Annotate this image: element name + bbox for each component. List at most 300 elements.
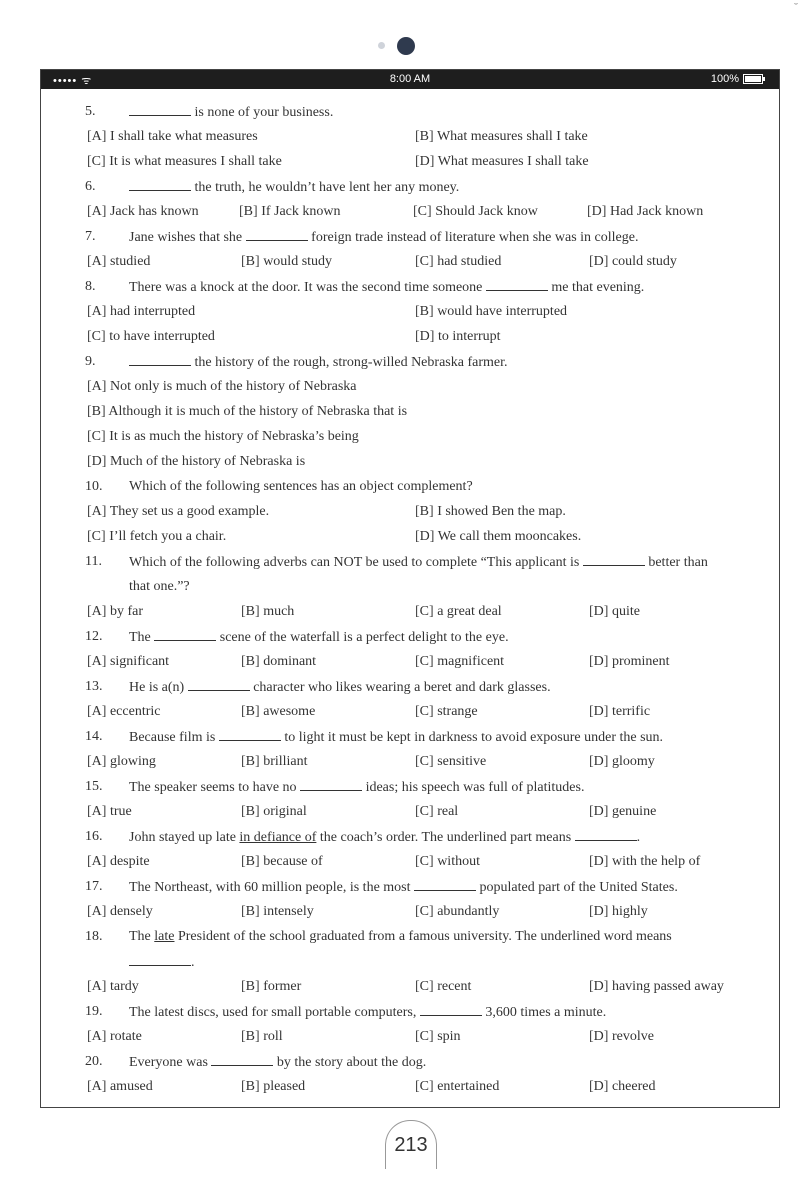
status-bar (41, 70, 779, 89)
question-number: 12. (85, 629, 103, 644)
option-letter: [ (415, 329, 420, 344)
option-letter-label: D (419, 529, 430, 544)
underlined-phrase: in defiance of (239, 830, 317, 845)
option-letter: [ (415, 754, 420, 769)
answer-blank[interactable] (414, 878, 476, 891)
option-text: I’ll fetch you a chair. (109, 529, 227, 544)
answer-option-c[interactable] (415, 853, 480, 871)
option-bracket: ] (429, 754, 438, 769)
option-letter-label: C (419, 704, 430, 719)
option-letter-label: B (245, 604, 256, 619)
answer-option-b[interactable] (87, 403, 407, 421)
answer-option-d[interactable] (589, 1078, 656, 1096)
page-number (383, 1120, 439, 1170)
option-text: It is as much the history of Nebraska’s being (109, 429, 359, 444)
option-letter-label: B (419, 129, 430, 144)
answer-option-d[interactable] (589, 1028, 654, 1046)
option-letter-label: D (593, 1079, 604, 1094)
option-text: Should Jack know (435, 204, 538, 219)
answer-option-b[interactable] (241, 1028, 283, 1046)
question-number: 20. (85, 1054, 103, 1069)
question-text (129, 1053, 426, 1072)
answer-option-a[interactable] (87, 703, 160, 721)
stem-after-blank: populated part of the United States. (476, 880, 678, 895)
option-bracket: ] (101, 329, 110, 344)
answer-blank[interactable] (129, 103, 191, 116)
answer-option-b[interactable] (241, 253, 332, 271)
option-text: terrific (611, 704, 651, 719)
stem-after-blank: character who likes wearing a beret and dark glasses. (249, 680, 551, 695)
option-letter: [ (87, 854, 92, 869)
stem-after-blank: to light it must be kept in darkness to avoid exposure under the sun. (280, 730, 664, 745)
answer-option-b[interactable] (241, 653, 316, 671)
answer-option-a[interactable] (87, 503, 269, 521)
option-letter-label: B (245, 904, 256, 919)
answer-blank[interactable] (154, 628, 216, 641)
question-text (129, 953, 195, 972)
option-letter: [ (87, 979, 92, 994)
option-letter: [ (241, 979, 246, 994)
answer-option-c[interactable] (87, 328, 215, 346)
question-number: 6. (85, 179, 96, 194)
question-text (129, 678, 551, 697)
option-bracket: ] (101, 654, 110, 669)
answer-option-a[interactable] (87, 1028, 142, 1046)
option-text: amused (109, 1079, 153, 1094)
stem-before-blank: He is a(n) (129, 680, 188, 695)
option-text: Much of the history of Nebraska is (109, 454, 306, 469)
answer-option-b[interactable] (241, 803, 307, 821)
answer-option-d[interactable] (589, 978, 724, 996)
stem-before-blank: Everyone was (129, 1055, 212, 1070)
option-letter: [ (415, 604, 420, 619)
option-letter: [ (87, 154, 92, 169)
option-text: revolve (611, 1029, 654, 1044)
stem-before-blank: The Northeast, with 60 million people, is the most (129, 880, 415, 895)
answer-option-c[interactable] (413, 203, 538, 221)
option-letter: [ (241, 804, 246, 819)
option-letter: [ (87, 754, 92, 769)
answer-option-a[interactable] (87, 128, 258, 146)
answer-option-d[interactable] (589, 803, 656, 821)
option-text: They set us a good example. (109, 504, 270, 519)
option-letter: [ (239, 204, 244, 219)
option-bracket: ] (429, 529, 438, 544)
answer-option-d[interactable] (589, 903, 648, 921)
option-text: tardy (109, 979, 139, 994)
answer-blank[interactable] (129, 178, 191, 191)
option-letter: [ (589, 1079, 594, 1094)
option-bracket: ] (429, 304, 438, 319)
option-letter: [ (241, 854, 246, 869)
option-bracket: ] (101, 529, 110, 544)
question-number: 8. (85, 279, 96, 294)
option-text: I shall take what measures (109, 129, 258, 144)
stem-before-blank: Because film is (129, 730, 219, 745)
option-letter-label: B (419, 304, 430, 319)
option-letter-label: A (91, 904, 102, 919)
option-letter: [ (87, 454, 92, 469)
option-letter-label: A (91, 1029, 102, 1044)
option-letter-label: A (91, 654, 102, 669)
option-text: What measures I shall take (437, 154, 589, 169)
option-text: brilliant (263, 754, 308, 769)
option-bracket: ] (603, 254, 612, 269)
answer-blank[interactable] (420, 1003, 482, 1016)
answer-blank[interactable] (300, 778, 362, 791)
answer-option-d[interactable] (415, 153, 589, 171)
answer-option-b[interactable] (241, 703, 315, 721)
question-text (129, 1003, 606, 1022)
answer-option-b[interactable] (415, 303, 567, 321)
answer-blank[interactable] (486, 278, 548, 291)
answer-option-b[interactable] (241, 978, 301, 996)
answer-option-b[interactable] (241, 753, 308, 771)
stem-after-blank: the history of the rough, strong-willed Nebraska farmer. (191, 355, 508, 370)
option-letter-label: A (91, 304, 102, 319)
answer-option-c[interactable] (415, 753, 486, 771)
option-letter: [ (415, 979, 420, 994)
option-bracket: ] (101, 854, 110, 869)
question-text (129, 878, 678, 897)
answer-option-c[interactable] (415, 1078, 499, 1096)
answer-blank[interactable] (211, 1053, 273, 1066)
answer-option-c[interactable] (87, 428, 359, 446)
option-letter-label: C (91, 429, 102, 444)
option-text: Not only is much of the history of Nebraska (109, 379, 357, 394)
question-number: 13. (85, 679, 103, 694)
option-text: It is what measures I shall take (109, 154, 282, 169)
option-text: true (109, 804, 132, 819)
stem-before-blank: The speaker seems to have no (129, 780, 301, 795)
option-bracket: ] (101, 804, 110, 819)
option-text: genuine (611, 804, 657, 819)
option-bracket: ] (101, 454, 110, 469)
stem-after-blank: scene of the waterfall is a perfect delight to the eye. (216, 630, 509, 645)
answer-option-b[interactable] (241, 603, 294, 621)
question-number: 19. (85, 1004, 103, 1019)
answer-option-d[interactable] (587, 203, 703, 221)
stem-before-blank: John stayed up late (129, 830, 240, 845)
option-text: glowing (109, 754, 156, 769)
option-letter: [ (87, 504, 92, 519)
option-letter: [ (589, 754, 594, 769)
question-text (129, 553, 708, 572)
option-letter-label: B (243, 204, 254, 219)
option-letter: [ (87, 329, 92, 344)
answer-option-c[interactable] (415, 1028, 461, 1046)
option-text: strange (437, 704, 478, 719)
option-letter-label: C (419, 1029, 430, 1044)
option-letter: [ (87, 429, 92, 444)
device-screen (40, 69, 780, 1108)
stem-after-blank: by the story about the dog. (273, 1055, 427, 1070)
option-bracket: ] (255, 754, 264, 769)
option-letter-label: B (245, 979, 256, 994)
option-text: intensely (263, 904, 314, 919)
question-number: 7. (85, 229, 96, 244)
question-number: 5. (85, 104, 96, 119)
option-letter-label: C (419, 1079, 430, 1094)
option-letter-label: B (91, 404, 102, 419)
question-text (129, 178, 459, 197)
option-letter: [ (241, 1029, 246, 1044)
answer-option-c[interactable] (87, 153, 282, 171)
option-letter: [ (415, 304, 420, 319)
answer-option-a[interactable] (87, 653, 169, 671)
option-letter-label: A (91, 754, 102, 769)
option-text: Jack has known (109, 204, 199, 219)
option-letter-label: B (245, 254, 256, 269)
stem-before-blank: Jane wishes that she (129, 230, 246, 245)
option-letter: [ (589, 654, 594, 669)
answer-option-d[interactable] (589, 853, 700, 871)
option-bracket: ] (101, 1029, 110, 1044)
stem-before-blank: There was a knock at the door. It was the second time someone (129, 280, 486, 295)
answer-blank[interactable] (583, 553, 645, 566)
option-letter-label: A (91, 854, 102, 869)
answer-option-d[interactable] (415, 528, 581, 546)
option-bracket: ] (603, 754, 612, 769)
answer-blank[interactable] (188, 678, 250, 691)
stem-after-blank: ideas; his speech was full of platitudes. (362, 780, 585, 795)
option-letter-label: B (245, 854, 256, 869)
option-text: sensitive (437, 754, 487, 769)
option-text: to interrupt (437, 329, 501, 344)
answer-option-b[interactable] (241, 853, 323, 871)
option-text: magnificent (437, 654, 505, 669)
answer-blank[interactable] (129, 353, 191, 366)
answer-option-d[interactable] (87, 453, 305, 471)
option-letter: [ (589, 904, 594, 919)
option-letter: [ (87, 304, 92, 319)
option-letter: [ (241, 604, 246, 619)
answer-option-d[interactable] (589, 703, 650, 721)
answer-blank[interactable] (129, 953, 191, 966)
option-bracket: ] (603, 904, 612, 919)
option-text: with the help of (611, 854, 701, 869)
option-letter: [ (415, 654, 420, 669)
option-letter-label: C (419, 904, 430, 919)
option-letter-label: D (591, 204, 602, 219)
option-bracket: ] (101, 979, 110, 994)
stem-continued-text: . (191, 955, 195, 970)
option-letter-label: C (91, 529, 102, 544)
option-letter: [ (87, 904, 92, 919)
page-number-label: 213 (394, 1134, 428, 1156)
option-bracket: ] (101, 904, 110, 919)
option-text: to have interrupted (109, 329, 215, 344)
option-letter-label: B (245, 1029, 256, 1044)
option-text: because of (263, 854, 323, 869)
answer-option-b[interactable] (415, 503, 566, 521)
question-number: 17. (85, 879, 103, 894)
stem-before-blank: The latest discs, used for small portable computers, (129, 1005, 420, 1020)
option-letter: [ (87, 804, 92, 819)
option-bracket: ] (255, 254, 264, 269)
answer-option-c[interactable] (415, 903, 499, 921)
camera-dot (397, 37, 415, 55)
option-letter-label: C (417, 204, 428, 219)
option-letter-label: B (245, 754, 256, 769)
option-letter-label: D (593, 254, 604, 269)
option-text: cheered (611, 1079, 656, 1094)
option-letter-label: D (593, 704, 604, 719)
option-letter-label: C (91, 154, 102, 169)
option-letter-label: C (91, 329, 102, 344)
option-bracket: ] (101, 504, 110, 519)
option-letter-label: A (91, 979, 102, 994)
answer-option-b[interactable] (241, 903, 314, 921)
option-letter-label: D (91, 454, 102, 469)
option-text: having passed away (611, 979, 724, 994)
option-letter-label: A (91, 254, 102, 269)
option-text: by far (109, 604, 144, 619)
question-text-content: Which of the following sentences has an object complement? (129, 479, 473, 494)
option-letter-label: A (91, 1079, 102, 1094)
option-text: could study (611, 254, 677, 269)
option-text: would have interrupted (437, 304, 568, 319)
option-letter: [ (87, 604, 92, 619)
option-bracket: ] (429, 1029, 438, 1044)
option-letter: [ (413, 204, 418, 219)
question-number: 16. (85, 829, 103, 844)
answer-option-d[interactable] (589, 753, 655, 771)
underlined-phrase: late (154, 929, 175, 944)
answer-option-a[interactable] (87, 203, 199, 221)
option-letter: [ (87, 379, 92, 394)
option-letter-label: C (419, 804, 430, 819)
answer-option-d[interactable] (589, 603, 640, 621)
option-text: had interrupted (109, 304, 196, 319)
option-bracket: ] (429, 254, 438, 269)
option-letter: [ (87, 1029, 92, 1044)
option-bracket: ] (101, 429, 110, 444)
question-text (129, 578, 190, 596)
question-text (129, 278, 644, 297)
answer-option-c[interactable] (415, 803, 458, 821)
answer-option-d[interactable] (589, 653, 670, 671)
question-number: 9. (85, 354, 96, 369)
option-bracket: ] (429, 654, 438, 669)
option-letter: [ (589, 854, 594, 869)
corner-mark: ˘ (794, 0, 798, 14)
option-letter-label: C (419, 254, 430, 269)
option-text: without (437, 854, 480, 869)
question-text (129, 478, 473, 496)
answer-blank[interactable] (575, 828, 637, 841)
answer-option-c[interactable] (415, 603, 502, 621)
option-letter: [ (241, 904, 246, 919)
option-bracket: ] (255, 654, 264, 669)
option-letter: [ (415, 804, 420, 819)
stem-continued-text: that one.”? (129, 579, 190, 594)
question-text (129, 228, 638, 247)
option-letter: [ (589, 804, 594, 819)
answer-option-a[interactable] (87, 303, 195, 321)
answer-option-c[interactable] (415, 253, 501, 271)
option-text: entertained (437, 1079, 500, 1094)
option-letter-label: A (91, 379, 102, 394)
option-letter-label: A (91, 204, 102, 219)
stem-after-blank: the truth, he wouldn’t have lent her any money. (191, 180, 460, 195)
answer-option-c[interactable] (415, 653, 504, 671)
answer-option-d[interactable] (415, 328, 501, 346)
answer-option-c[interactable] (415, 703, 478, 721)
answer-blank[interactable] (246, 228, 308, 241)
option-letter: [ (415, 904, 420, 919)
option-bracket: ] (429, 504, 438, 519)
option-letter-label: C (419, 754, 430, 769)
option-text: pleased (263, 1079, 306, 1094)
option-text: Although it is much of the history of Nebraska that is (108, 404, 408, 419)
option-text: spin (437, 1029, 461, 1044)
question-number: 18. (85, 929, 103, 944)
battery-indicator (711, 73, 763, 85)
battery-percent: 100% (710, 73, 739, 85)
option-letter: [ (241, 254, 246, 269)
option-letter-label: B (419, 504, 430, 519)
option-bracket: ] (603, 979, 612, 994)
option-letter: [ (87, 129, 92, 144)
option-letter: [ (87, 654, 92, 669)
option-text: a great deal (437, 604, 502, 619)
stem-before-blank: The (129, 630, 155, 645)
answer-option-b[interactable] (415, 128, 588, 146)
answer-option-a[interactable] (87, 978, 139, 996)
answer-option-b[interactable] (241, 1078, 305, 1096)
option-text: studied (109, 254, 151, 269)
option-letter: [ (589, 1029, 594, 1044)
option-bracket: ] (429, 854, 438, 869)
stem-after-blank: me that evening. (547, 280, 645, 295)
question-number: 11. (85, 554, 102, 569)
sensor-dot (378, 42, 385, 49)
answer-option-a[interactable] (87, 378, 356, 396)
option-bracket: ] (427, 204, 436, 219)
answer-option-d[interactable] (589, 253, 677, 271)
answer-option-c[interactable] (87, 528, 226, 546)
option-text: prominent (611, 654, 670, 669)
answer-option-a[interactable] (87, 903, 153, 921)
option-text: significant (109, 654, 170, 669)
option-bracket: ] (255, 1079, 264, 1094)
question-number: 14. (85, 729, 103, 744)
answer-option-a[interactable] (87, 1078, 153, 1096)
option-letter: [ (415, 129, 420, 144)
answer-option-a[interactable] (87, 753, 156, 771)
option-letter-label: D (593, 979, 604, 994)
answer-option-a[interactable] (87, 603, 143, 621)
option-bracket: ] (603, 804, 612, 819)
stem-after-blank: better than (644, 555, 708, 570)
stem-middle: the coach’s order. The underlined part means (316, 830, 575, 845)
stem-middle: President of the school graduated from a famous university. The underlined word means (174, 929, 672, 944)
option-letter-label: A (91, 704, 102, 719)
option-bracket: ] (429, 804, 438, 819)
answer-option-a[interactable] (87, 803, 132, 821)
option-bracket: ] (255, 904, 264, 919)
answer-option-c[interactable] (415, 978, 471, 996)
answer-blank[interactable] (219, 728, 281, 741)
stem-before-blank: The (129, 929, 155, 944)
answer-option-b[interactable] (239, 203, 341, 221)
answer-option-a[interactable] (87, 853, 150, 871)
stem-after-blank: . (636, 830, 641, 845)
answer-option-a[interactable] (87, 253, 150, 271)
option-bracket: ] (101, 129, 110, 144)
stem-after-blank: 3,600 times a minute. (481, 1005, 607, 1020)
